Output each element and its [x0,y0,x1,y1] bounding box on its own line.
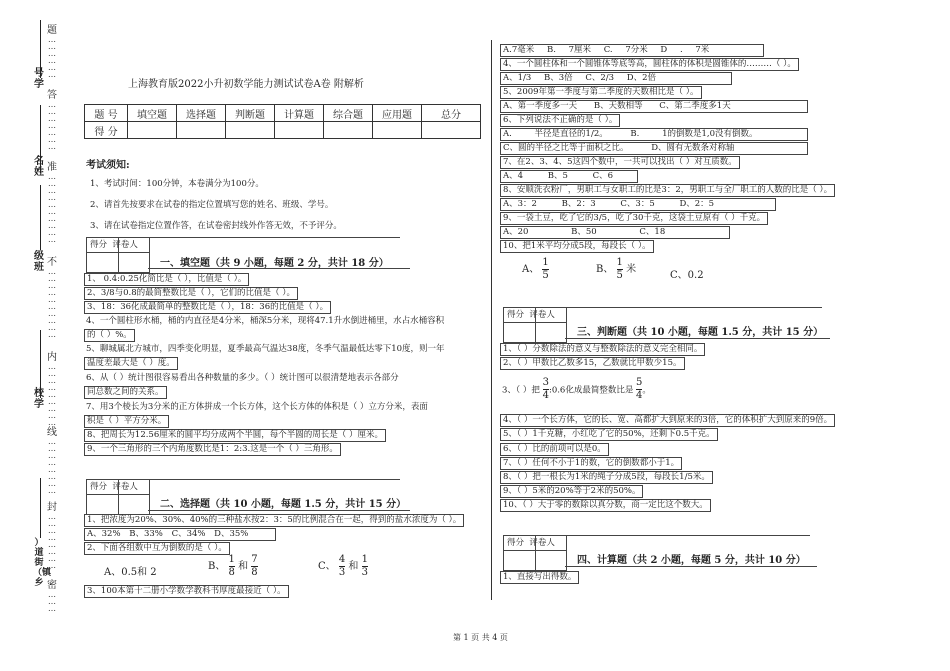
grader-box [503,535,567,571]
fraction: $\frac{3}{4}$ [542,377,549,401]
binding-line [40,185,41,250]
choice-option-c: C、 $\frac{4}{3}$ 和 $\frac{1}{3}$ [318,554,368,578]
fraction: $\frac{5}{4}$ [636,377,643,401]
grader-score-label: 得分 [507,538,525,548]
judge-question: 5、（ ）1千克糖，小红吃了它的50%，还剩下0.5千克。 [500,428,718,441]
fill-question: 3、18：36化成最简单的整数比是（ ），18：36的比值是（ ）。 [84,301,331,314]
score-table-header: 总分 [422,105,481,122]
binding-line [40,478,41,538]
choice-options: A、4 B、5 C、6 [500,170,638,183]
section-4-title: 四、计算题（共 2 小题，每题 5 分，共计 10 分） [577,555,806,566]
fill-question: 8、把周长为12.56厘米的圆平均分成两个半圆，每个半圆的周长是（ ）厘米。 [84,429,386,442]
notice-item: 2、请首先按要求在试卷的指定位置填写您的姓名、班级、学号。 [90,200,334,210]
fill-question: 的（ ）%。 [84,329,135,342]
score-cell[interactable] [275,122,324,139]
grader-box [86,479,150,515]
choice-question: 2、下面各组数中互为倒数的是（ ）。 [84,542,230,555]
choice-options: A、1/3 B、3倍 C、2/3 D、2倍 [500,72,732,85]
grader-score-label: 得分 [90,240,108,250]
judge-question: 10、（ ）大于零的数除以真分数，商一定比这个数大。 [500,499,711,512]
choice-options: A、3：2 B、2：3 C、3：5 D、2：5 [500,198,776,211]
seal-char: 准 [47,162,57,173]
fraction: $\frac{1}{8}$ [228,554,235,578]
judge-question: 7、（ ）任何不小于1的数，它的倒数都小于1。 [500,457,682,470]
choice-option-b: B、 $\frac{1}{5}$ 米 [596,257,637,281]
judge-question: 8、（ ）把一根长为1米的绳子分成5段，每段长1/5米。 [500,471,713,484]
choice-options: A、32% B、33% C、34% D、35% [84,528,276,541]
seal-char: 密 [47,580,57,591]
choice-options: A、20 B、50 C、18 [500,226,730,239]
page-footer: 第 1 页 共 4 页 [453,633,508,642]
judge-question: 6、（ ）比的前项可以是0。 [500,443,609,456]
grader-score-label: 得分 [507,310,525,320]
score-table-header: 综合题 [324,105,373,122]
seal-char: 封 [47,502,57,513]
fill-question: 1、 0.4:0.25化简比是（ ），比值是（ ）。 [84,273,249,286]
notice-item: 1、考试时间：100分钟，本卷满分为100分。 [90,179,264,189]
class-label: 级班 [34,251,44,273]
fraction: $\frac{7}{8}$ [251,554,258,578]
score-table-header: 填空题 [128,105,177,122]
score-table [84,104,481,139]
fill-question: 5、聊城属北方城市，四季变化明显，夏季最高气温达38度，冬季气温最低达零下10度，则一年 [86,344,445,354]
student-id-label: 号学 [34,68,44,90]
notice-item: 3、请在试卷指定位置作答，在试卷密封线外作答无效，不予评分。 [90,221,342,231]
seal-char: 题 [47,25,57,36]
choice-question: 8、安顺洗衣粉厂，男职工与女职工的比是3：2，男职工与全厂职工的人数的比是（ ）。 [500,184,835,197]
choice-question: 3、100本第十二册小学数学教科书厚度最接近（ ）。 [84,585,289,598]
judge-question: 9、（ ）5米的20%等于2米的50%。 [500,485,643,498]
grader-reviewer-label: 评卷人 [529,310,555,320]
school-label: 校学 [34,388,44,410]
score-cell[interactable] [373,122,422,139]
choice-options: A. 半径是直径的1/2。 B. 1的倒数是1,0没有倒数。 [500,128,808,141]
column-divider [491,40,492,600]
seal-char: 不 [47,257,57,268]
name-label: 名姓 [34,156,44,178]
seal-char: 内 [47,352,57,363]
fill-question: 9、一个三角形的三个内角度数比是1：2:3.这是一个（ ）三角形。 [84,443,341,456]
judge-question: 2、（ ）甲数比乙数多15，乙数就比甲数少15。 [500,357,685,370]
seal-char: 答 [47,90,57,101]
fill-question: 温度差最大是（ ）度。 [84,357,178,370]
score-table-header: 计算题 [275,105,324,122]
choice-question: 6、下列说法不正确的是（ ）。 [500,114,620,127]
grader-score-label: 得分 [90,482,108,492]
grader-reviewer-label: 评卷人 [112,482,138,492]
score-cell[interactable] [324,122,373,139]
fraction: $\frac{1}{5}$ [616,257,623,281]
choice-question: 1、把浓度为20%、30%、40%的三种盐水按2：3：5的比例混合在一起，得到的盐水浓度为（ ）。 [84,514,464,527]
score-cell[interactable] [422,122,481,139]
fill-question: 7、用3个棱长为3分米的正方体拼成一个长方体，这个长方体的体积是（ ）立方分米，表面 [86,402,428,412]
choice-options: C、圆的半径之比等于面积之比。 D、圆有无数条对称轴 [500,142,808,155]
choice-options: A.7毫米 B. 7厘米 C. 7分米 D . 7米 [500,44,764,57]
grader-box [86,237,150,273]
section-1-title: 一、填空题（共 9 小题，每题 2 分，共计 18 分） [160,258,389,269]
fraction: $\frac{1}{5}$ [542,257,549,281]
fill-question: 同总数之间的关系。 [84,386,167,399]
score-cell[interactable] [128,122,177,139]
judge-question: 4、（ ）一个长方体，它的长、宽、高都扩大到原来的3倍，它的体积扩大到原来的9倍。 [500,414,835,427]
grader-reviewer-label: 评卷人 [112,240,138,250]
fraction: $\frac{4}{3}$ [338,554,346,578]
section-3-title: 三、判断题（共 10 小题，每题 1.5 分，共计 15 分） [577,327,824,338]
page-title: 上海教育版2022小升初数学能力测试试卷A卷 附解析 [128,79,364,90]
choice-option-a: A、 $\frac{1}{5}$ [522,257,549,281]
choice-option-c: C、0.2 [670,270,704,281]
choice-question: 9、一袋土豆，吃了它的3/5，吃了30千克，这袋土豆原有（ ）千克。 [500,212,768,225]
choice-options: A、第一季度多一天 B、天数相等 C、第二季度多1天 [500,100,808,113]
score-table-label: 得 分 [85,122,128,139]
choice-option-b: B、 $\frac{1}{8}$ 和 $\frac{7}{8}$ [208,554,258,578]
fill-question: 2、3/8与0.8的最简整数比是（ ），它们的比值是（ ）。 [84,287,298,300]
score-cell[interactable] [226,122,275,139]
grader-reviewer-label: 评卷人 [529,538,555,548]
score-table-header: 判断题 [226,105,275,122]
grader-box [503,307,567,343]
notice-title: 考试须知: [86,160,130,171]
fill-question: 4、一个圆柱形水桶，桶的内直径是4分米，桶深5分米，现将47.1升水倒进桶里，水占水桶容积 [86,316,445,326]
judge-question: 1、（ ）分数除法的意义与整数除法的意义完全相同。 [500,343,705,356]
choice-question: 7、在2、3、4、5这四个数中，一共可以找出（ ）对互质数。 [500,156,740,169]
score-table-header: 题 号 [85,105,128,122]
choice-option-a: A、0.5和 2 [104,567,157,578]
seal-char: 线 [47,427,57,438]
calc-question: 1、直接写出得数。 [500,571,579,584]
fill-question: 积是（ ）平方分米。 [84,415,169,428]
fill-question: 6、从（ ）统计图很容易看出各种数量的多少。（ ）统计图可以很清楚地表示各部分 [86,373,399,383]
choice-question: 10、把1米平均分成5段，每段长（ ）。 [500,240,654,253]
score-cell[interactable] [177,122,226,139]
choice-question: 5、2009年第一季度与第二季度的天数相比是（ ）。 [500,86,702,99]
fraction: $\frac{1}{3}$ [361,554,368,578]
section-2-title: 二、选择题（共 10 小题，每题 1.5 分，共计 15 分） [160,499,407,510]
judge-question: 3、（ ）把 $\frac{3}{4}$ :0.6化成最简整数比是 $\frac{5}{4}$ 。 [502,377,651,401]
district-label: ）道街（镇乡 [33,538,52,588]
choice-question: 4、一个圆柱体和一个圆锥体等底等高，圆柱体的体积是圆锥体的………（ ）。 [500,58,799,71]
score-table-header: 应用题 [373,105,422,122]
score-table-header: 选择题 [177,105,226,122]
